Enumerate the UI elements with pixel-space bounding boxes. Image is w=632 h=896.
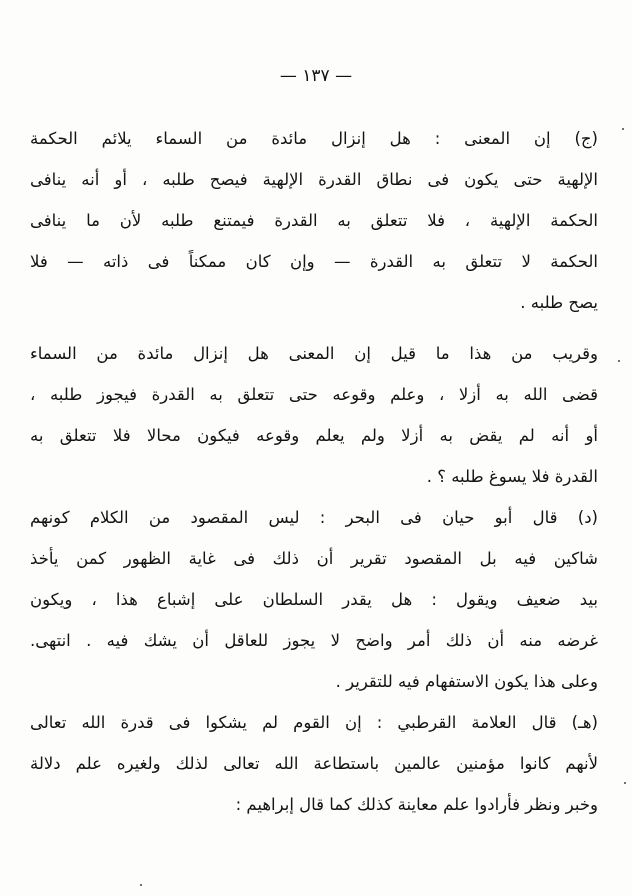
text-line: (د) قال أبو حيان فى البحر : ليس المقصود من الكلام كونهم — [30, 508, 598, 527]
scan-speck — [624, 782, 626, 784]
text-line: بيد ضعيف ويقول : هل يقدر السلطان على إشباع هذا ، ويكون — [30, 590, 598, 609]
text-line: القدرة فلا يسوغ طلبه ؟ . — [426, 467, 598, 486]
text-line: غرضه منه أن ذلك أمر واضح لا يجوز للعاقل أن يشك فيه . انتهى. — [30, 631, 598, 650]
text-line: يصح طلبه . — [520, 293, 598, 312]
text-line: وخبر ونظر فأرادوا علم معاينة كذلك كما قال إبراهيم : — [235, 795, 598, 814]
scan-speck — [618, 360, 620, 362]
text-line: (ج) إن المعنى : هل إنزال مائدة من السماء يلائم الحكمة — [30, 129, 598, 148]
text-line: الحكمة لا تتعلق به القدرة — وإن كان ممكناً فى ذاته — فلا — [30, 252, 598, 271]
text-line: أو أنه لم يقض به أزلا ولم يعلم وقوعه فيكون محالا فلا تتعلق به — [30, 426, 598, 445]
page-number: — ١٣٧ — — [279, 66, 353, 86]
paragraph-gap — [30, 323, 598, 333]
text-line: (هـ) قال العلامة القرطبي : إن القوم لم يشكوا فى قدرة الله تعالى — [30, 713, 598, 732]
text-line: لأنهم كانوا مؤمنين عالمين باستطاعة الله تعالى لذلك ولغيره علم دلالة — [30, 754, 598, 773]
text-line: قضى الله به أزلا ، وعلم وقوعه حتى تتعلق به القدرة فيجوز طلبه ، — [30, 385, 598, 404]
text-line: وقريب من هذا ما قيل إن المعنى هل إنزال مائدة من السماء — [30, 344, 598, 363]
paragraph-dal — [30, 497, 598, 661]
paragraph-jeem — [30, 118, 598, 323]
text-line: الإلهية حتى يكون فى نطاق القدرة الإلهية فيصح طلبه ، أو أنه ينافى — [30, 170, 598, 189]
paragraph-similar-meaning — [30, 333, 598, 497]
paragraph-heh — [30, 702, 598, 825]
text-line: وعلى هذا يكون الاستفهام فيه للتقرير . — [335, 672, 598, 691]
scan-speck — [140, 884, 142, 886]
paragraph-conclusion — [30, 661, 598, 702]
page-body — [30, 118, 598, 825]
text-line: الحكمة الإلهية ، فلا تتعلق به القدرة فيمتنع طلبه لأن ما ينافى — [30, 211, 598, 230]
text-line: شاكين فيه بل المقصود تقرير أن ذلك فى غاية الظهور كمن يأخذ — [30, 549, 598, 568]
scan-speck — [622, 128, 624, 130]
